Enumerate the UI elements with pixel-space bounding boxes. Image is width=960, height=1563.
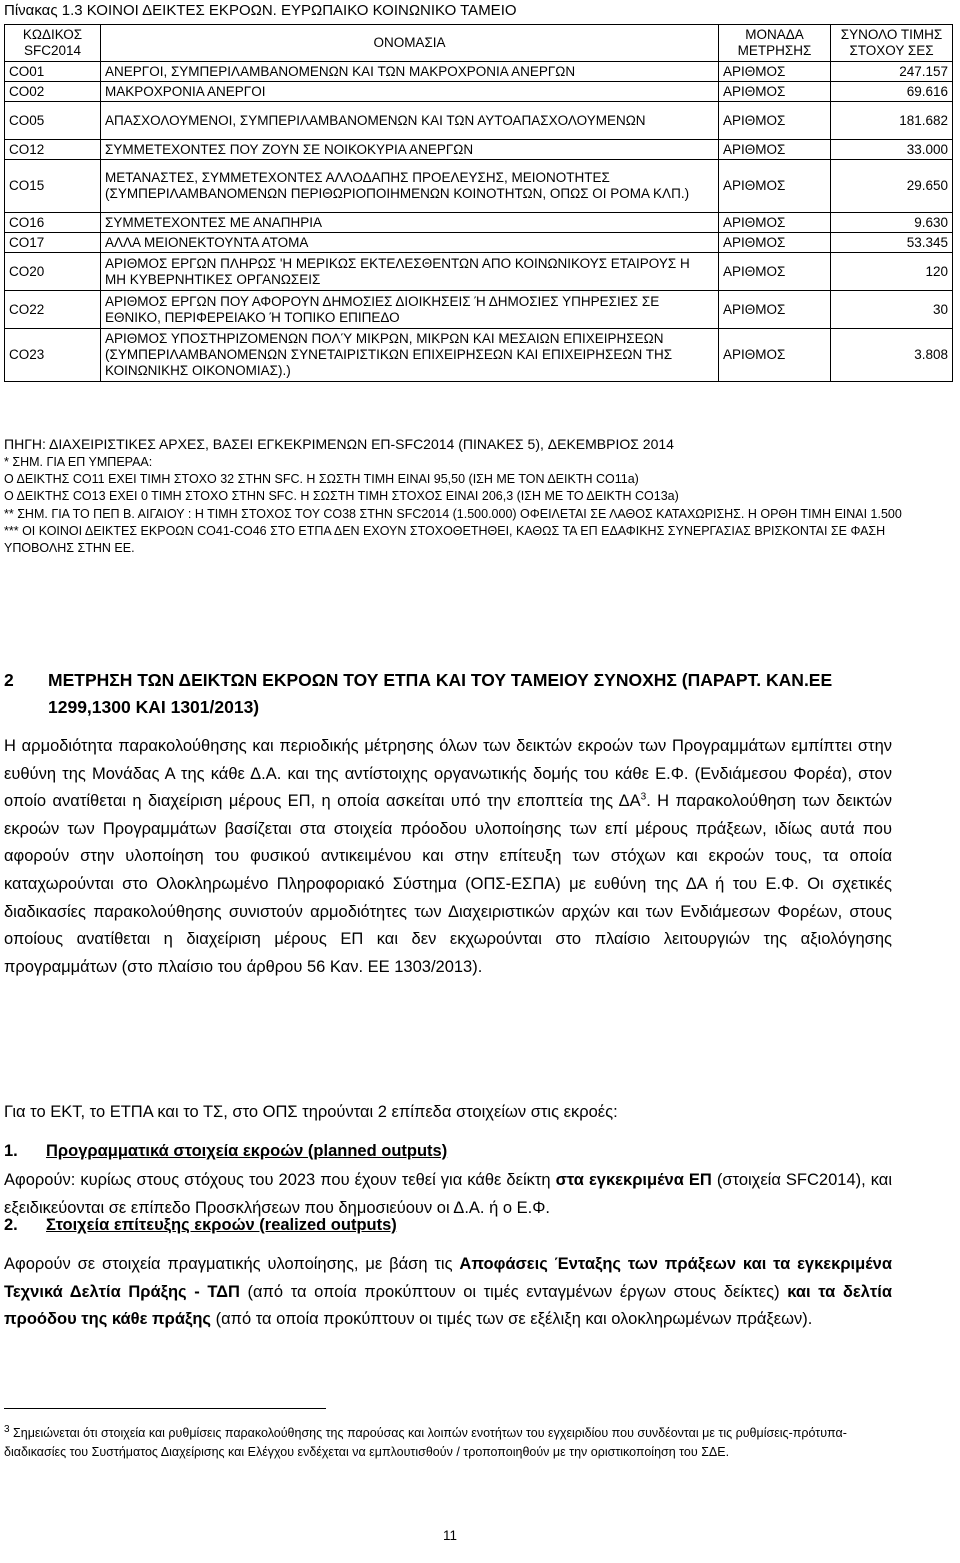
- row-value: 181.682: [831, 102, 953, 140]
- row-value: 9.630: [831, 213, 953, 233]
- header-unit: ΜΟΝΑΔΑ ΜΕΤΡΗΣΗΣ: [719, 25, 831, 62]
- table-row: [5, 253, 953, 291]
- table-row: [5, 233, 953, 253]
- header-name: ΟΝΟΜΑΣΙΑ: [101, 25, 719, 62]
- row-unit: ΑΡΙΘΜΟΣ: [719, 213, 831, 233]
- note-5: *** ΟΙ ΚΟΙΝΟΙ ΔΕΙΚΤΕΣ ΕΚΡΟΩΝ CO41-CO46 ΣΤΟ ΕΤΠΑ ΔΕΝ ΕΧΟΥΝ ΣΤΟΧΟΘΕΤΗΘΕΙ, ΚΑΘΩΣ ΤΑ ΕΠ ΕΔΑΦΙΚΗΣ ΣΥΝΕΡΓΑΣΙΑΣ ΒΡΙΣΚΟΝΤΑΙ ΣΕ ΦΑΣΗ ΥΠΟΒΟΛΗΣ ΣΤΗΝ ΕΕ.: [4, 523, 886, 556]
- subheading-realized-outputs: 2. Στοιχεία επίτευξης εκροών (realized outputs): [4, 1216, 397, 1234]
- row-code: CO15: [5, 160, 101, 213]
- table-row: [5, 140, 953, 160]
- paragraph-levels: Για το ΕΚΤ, το ΕΤΠΑ και το ΤΣ, στο ΟΠΣ τηρούνται 2 επίπεδα στοιχείων στις εκροές:: [4, 1103, 618, 1121]
- table-header-row: [5, 25, 953, 62]
- row-name: ΜΕΤΑΝΑΣΤΕΣ, ΣΥΜΜΕΤΕΧΟΝΤΕΣ ΑΛΛΟΔΑΠΗΣ ΠΡΟΕΛΕΥΣΗΣ, ΜΕΙΟΝΟΤΗΤΕΣ (ΣΥΜΠΕΡΙΛΑΜΒΑΝΟΜΕΝΩΝ ΠΕΡΙΘΩΡΙΟΠΟΙΗΜΕΝΩΝ ΚΟΙΝΟΤΗΤΩΝ, ΟΠΩΣ ΟΙ ΡΟΜΑ ΚΛΠ.): [101, 160, 719, 213]
- note-4: ** ΣΗΜ. ΓΙΑ ΤΟ ΠΕΠ Β. ΑΙΓΑΙΟΥ : Η ΤΙΜΗ ΣΤΟΧΟΣ ΤΟΥ CO38 ΣΤΗΝ SFC2014 (1.500.000) ΟΦΕΙΛΕΤΑΙ ΣΕ ΛΑΘΟΣ ΚΑΤΑΧΩΡΙΣΗΣ. Η ΟΡΘΗ ΤΙΜΗ ΕΙΝΑΙ 1.500: [4, 506, 902, 521]
- row-code: CO01: [5, 62, 101, 82]
- row-code: CO22: [5, 291, 101, 329]
- row-unit: ΑΡΙΘΜΟΣ: [719, 253, 831, 291]
- row-code: CO02: [5, 82, 101, 102]
- section-number: 2: [4, 670, 14, 690]
- row-name: ΑΛΛΑ ΜΕΙΟΝΕΚΤΟΥΝΤΑ ΑΤΟΜΑ: [101, 233, 719, 253]
- row-code: CO20: [5, 253, 101, 291]
- header-code: ΚΩΔΙΚΟΣ SFC2014: [5, 25, 101, 62]
- section-title-line2: 1299,1300 ΚΑΙ 1301/2013): [48, 697, 260, 717]
- row-name: ΑΡΙΘΜΟΣ ΥΠΟΣΤΗΡΙΖΟΜΕΝΩΝ ΠΟΛΎ ΜΙΚΡΩΝ, ΜΙΚΡΩΝ ΚΑΙ ΜΕΣΑΙΩΝ ΕΠΙΧΕΙΡΗΣΕΩΝ (ΣΥΜΠΕΡΙΛΑΜΒΑΝΟΜΕΝΩΝ ΣΥΝΕΤΑΙΡΙΣΤΙΚΩΝ ΕΠΙΧΕΙΡΗΣΕΩΝ ΚΑΙ ΕΠΙΧΕΙΡΗΣΕΩΝ ΤΗΣ ΚΟΙΝΩΝΙΚΗΣ ΟΙΚΟΝΟΜΙΑΣ).): [101, 329, 719, 382]
- footnote-ref: 3: [640, 791, 647, 803]
- header-total: ΣΥΝΟΛΟ ΤΙΜΗΣ ΣΤΟΧΟΥ ΣΕΣ: [831, 25, 953, 62]
- subheading-planned-outputs: 1. Προγραμματικά στοιχεία εκροών (planned outputs): [4, 1142, 448, 1160]
- row-value: 53.345: [831, 233, 953, 253]
- table-title: Πίνακας 1.3 ΚΟΙΝΟΙ ΔΕΙΚΤΕΣ ΕΚΡΟΩΝ. ΕΥΡΩΠΑΙΚΟ ΚΟΙΝΩΝΙΚΟ ΤΑΜΕΙΟ: [4, 2, 517, 19]
- row-unit: ΑΡΙΘΜΟΣ: [719, 102, 831, 140]
- note-1: * ΣΗΜ. ΓΙΑ ΕΠ ΥΜΠΕΡΑΑ:: [4, 455, 153, 469]
- footnote-divider: [4, 1408, 326, 1409]
- row-name: ΜΑΚΡΟΧΡΟΝΙΑ ΑΝΕΡΓΟΙ: [101, 82, 719, 102]
- row-value: 33.000: [831, 140, 953, 160]
- note-2: Ο ΔΕΙΚΤΗΣ CO11 ΕΧΕΙ ΤΙΜΗ ΣΤΟΧΟ 32 ΣΤΗΝ SFC. Η ΣΩΣΤΗ ΤΙΜΗ ΕΙΝΑΙ 95,50 (ΙΣΗ ΜΕ ΤΟΝ ΔΕΙΚΤΗ CO11a): [4, 472, 639, 487]
- table-row: [5, 82, 953, 102]
- footnote-text: Σημειώνεται ότι στοιχεία και ρυθμίσεις παρακολούθησης της παρούσας και λοιπών ενοτήτων του εγχειριδίου που συνδέονται με τις ρυθμίσεις-πρότυπα-διαδικασίες του Συστήματος Διαχείρισης και Ελέγχου ενδέχεται να εμπλουτισθούν / τροποποιηθούν με την οριστικοποίηση του ΣΔΕ.: [4, 1426, 847, 1459]
- table-row: [5, 102, 953, 140]
- row-name: ΑΡΙΘΜΟΣ ΕΡΓΩΝ ΠΟΥ ΑΦΟΡΟΥΝ ΔΗΜΟΣΙΕΣ ΔΙΟΙΚΗΣΕΙΣ Ή ΔΗΜΟΣΙΕΣ ΥΠΗΡΕΣΙΕΣ ΣΕ ΕΘΝΙΚΟ, ΠΕΡΙΦΕΡΕΙΑΚΟ Ή ΤΟΠΙΚΟ ΕΠΙΠΕΔΟ: [101, 291, 719, 329]
- row-value: 3.808: [831, 329, 953, 382]
- table-notes: [4, 434, 954, 557]
- row-code: CO05: [5, 102, 101, 140]
- page-number: 11: [442, 1528, 457, 1543]
- row-value: 247.157: [831, 62, 953, 82]
- footnote-mark: 3: [4, 1423, 10, 1435]
- section-title-line1: ΜΕΤΡΗΣΗ ΤΩΝ ΔΕΙΚΤΩΝ ΕΚΡΟΩΝ ΤΟΥ ΕΤΠΑ ΚΑΙ ΤΟΥ ΤΑΜΕΙΟΥ ΣΥΝΟΧΗΣ (ΠΑΡΑΡΤ. ΚΑΝ.ΕΕ: [48, 670, 833, 690]
- row-name: ΣΥΜΜΕΤΕΧΟΝΤΕΣ ΠΟΥ ΖΟΥΝ ΣΕ ΝΟΙΚΟΚΥΡΙΑ ΑΝΕΡΓΩΝ: [101, 140, 719, 160]
- row-name: ΣΥΜΜΕΤΕΧΟΝΤΕΣ ΜΕ ΑΝΑΠΗΡΙΑ: [101, 213, 719, 233]
- row-unit: ΑΡΙΘΜΟΣ: [719, 62, 831, 82]
- row-unit: ΑΡΙΘΜΟΣ: [719, 329, 831, 382]
- row-code: CO12: [5, 140, 101, 160]
- row-code: CO23: [5, 329, 101, 382]
- table-row: [5, 62, 953, 82]
- output-indicators-table: [4, 24, 953, 382]
- row-value: 120: [831, 253, 953, 291]
- paragraph-planned: Αφορούν: κυρίως στους στόχους του 2023 που έχουν τεθεί για κάθε δείκτη στα εγκεκριμένα ΕΠ (στοιχεία SFC2014), και εξειδικεύονται σε επίπεδο Προσκλήσεων που δημοσιεύουν οι Δ.Α. ή ο Ε.Φ.: [4, 1171, 892, 1217]
- row-code: CO16: [5, 213, 101, 233]
- row-unit: ΑΡΙΘΜΟΣ: [719, 291, 831, 329]
- row-name: ΑΝΕΡΓΟΙ, ΣΥΜΠΕΡΙΛΑΜΒΑΝΟΜΕΝΩΝ ΚΑΙ ΤΩΝ ΜΑΚΡΟΧΡΟΝΙΑ ΑΝΕΡΓΩΝ: [101, 62, 719, 82]
- table-row: [5, 291, 953, 329]
- paragraph-realized: Αφορούν σε στοιχεία πραγματικής υλοποίησης, με βάση τις Αποφάσεις Ένταξης των πράξεων και τα εγκεκριμένα Τεχνικά Δελτία Πράξης - ΤΔΠ (από τα οποία προκύπτουν οι τιμές ενταγμένων έργων στους δείκτες) και τα δελτία προόδου της κάθε πράξης (από τα οποία προκύπτουν οι τιμές των σε εξέλιξη και ολοκληρωμένων πράξεων).: [4, 1255, 892, 1329]
- row-code: CO17: [5, 233, 101, 253]
- row-unit: ΑΡΙΘΜΟΣ: [719, 140, 831, 160]
- row-unit: ΑΡΙΘΜΟΣ: [719, 160, 831, 213]
- note-3: Ο ΔΕΙΚΤΗΣ CO13 ΕΧΕΙ 0 ΤΙΜΗ ΣΤΟΧΟ ΣΤΗΝ SFC. Η ΣΩΣΤΗ ΤΙΜΗ ΣΤΟΧΟΣ ΕΙΝΑΙ 206,3 (ΙΣΗ ΜΕ ΤΟ ΔΕΙΚΤΗ CO13a): [4, 489, 679, 504]
- row-value: 30: [831, 291, 953, 329]
- row-value: 69.616: [831, 82, 953, 102]
- source-note: ΠΗΓΗ: ΔΙΑΧΕΙΡΙΣΤΙΚΕΣ ΑΡΧΕΣ, ΒΑΣΕΙ ΕΓΚΕΚΡΙΜΕΝΩΝ ΕΠ-SFC2014 (ΠΙΝΑΚΕΣ 5), ΔΕΚΕΜΒΡΙΟΣ 2014: [4, 436, 674, 452]
- row-unit: ΑΡΙΘΜΟΣ: [719, 82, 831, 102]
- footnote: [4, 1424, 904, 1461]
- table-row: [5, 329, 953, 382]
- table-row: [5, 213, 953, 233]
- table-row: [5, 160, 953, 213]
- row-value: 29.650: [831, 160, 953, 213]
- row-name: ΑΠΑΣΧΟΛΟΥΜΕΝΟΙ, ΣΥΜΠΕΡΙΛΑΜΒΑΝΟΜΕΝΩΝ ΚΑΙ ΤΩΝ ΑΥΤΟΑΠΑΣΧΟΛΟΥΜΕΝΩΝ: [101, 102, 719, 140]
- section-heading: [4, 667, 904, 721]
- paragraph-responsibility: Η αρμοδιότητα παρακολούθησης και περιοδικής μέτρησης όλων των δεικτών εκροών των Προγραμμάτων εμπίπτει στην ευθύνη της Μονάδας Α της κάθε Δ.Α. και της αντίστοιχης οργανωτικής δομής του κάθε Ε.Φ. (Ενδιάμεσου Φορέα), στον οποίο ανατίθεται η διαχείριση μέρους ΕΠ, η οποία ασκείται υπό την εποπτεία της $\Delta A^3$. Η παρακολούθηση των δεικτών εκροών των Προγραμμάτων βασίζεται στα στοιχεία πρόοδου υλοποίησης των επί μέρους πράξεων, ιδίως αυτά που αφορούν στην υλοποίηση του φυσικού αντικειμένου και στην επίτευξη των στόχων και εκροών τους, τα οποία καταχωρούνται στο Ολοκληρωμένο Πληροφοριακό Σύστημα (ΟΠΣ-ΕΣΠΑ) με ευθύνη της ΔΑ ή του Ε.Φ. Οι σχετικές διαδικασίες παρακολούθησης συνιστούν αρμοδιότητες των Διαχειριστικών αρχών και των Ενδιάμεσων Φορέων, στους οποίους ανατίθεται η διαχείριση μέρους ΕΠ και δεν εκχωρούνται στο πλαίσιο λειτουργιών της αξιολόγησης προγραμμάτων (στο πλαίσιο του άρθρου 56 Καν. ΕΕ 1303/2013).: [4, 737, 892, 976]
- row-unit: ΑΡΙΘΜΟΣ: [719, 233, 831, 253]
- row-name: ΑΡΙΘΜΟΣ ΕΡΓΩΝ ΠΛΗΡΩΣ 'Η ΜΕΡΙΚΩΣ ΕΚΤΕΛΕΣΘΕΝΤΩΝ ΑΠΟ ΚΟΙΝΩΝΙΚΟΥΣ ΕΤΑΙΡΟΥΣ Η ΜΗ ΚΥΒΕΡΝΗΤΙΚΕΣ ΟΡΓΑΝΩΣΕΙΣ: [101, 253, 719, 291]
